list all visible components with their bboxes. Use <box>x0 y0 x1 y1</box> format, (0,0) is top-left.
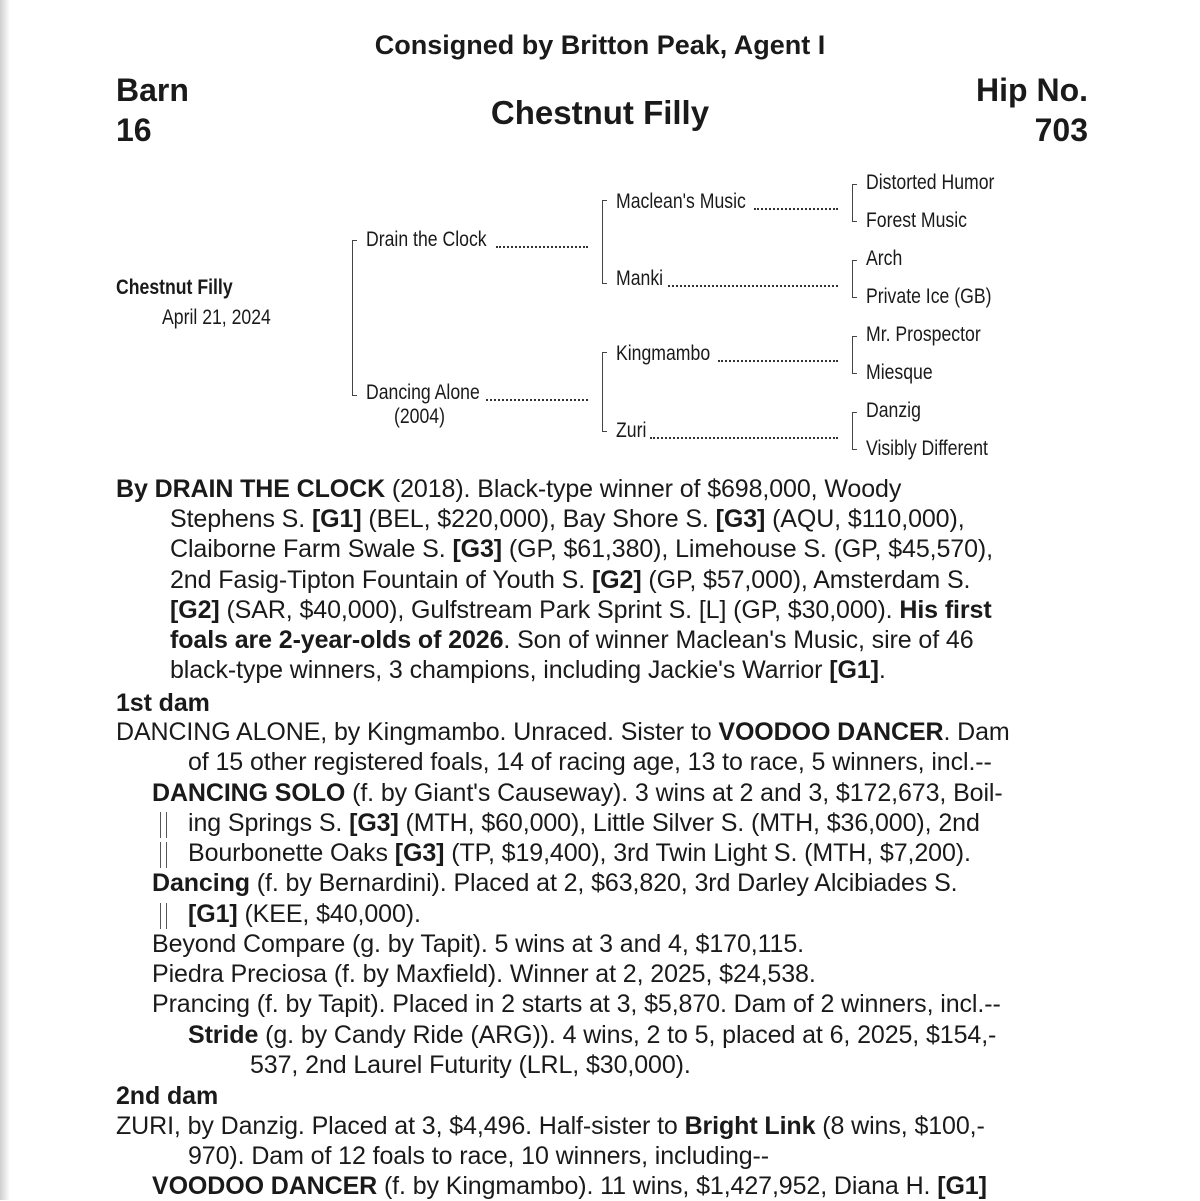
foal-date: April 21, 2024 <box>162 306 271 329</box>
ggp-bracket-3-bottom <box>852 373 857 374</box>
sire-line-4 <box>170 565 970 595</box>
second-dam-line-3 <box>152 1171 987 1201</box>
by-label: By <box>116 475 155 503</box>
text-run: (GP, $61,380), Limehouse S. (GP, $45,570), <box>502 535 993 563</box>
dam-leader <box>486 399 588 401</box>
grade-badge: [G3] <box>715 505 766 533</box>
second-dam-line-1 <box>116 1111 985 1141</box>
first-dam-line-3 <box>152 778 1003 808</box>
ggp-5: Mr. Prospector <box>866 323 981 346</box>
second-dam-line-2: 970). Dam of 12 foals to race, 10 winners, including-- <box>188 1142 770 1170</box>
margin-bar <box>160 842 161 868</box>
first-dam-line-12: 537, 2nd Laurel Futurity (LRL, $30,000). <box>250 1051 691 1079</box>
sire-line-2 <box>170 504 965 534</box>
sire-line-5 <box>170 595 992 625</box>
text-run: (f. by Kingmambo). 11 wins, $1,427,952, Diana H. <box>377 1172 938 1200</box>
dam-sire-leader <box>718 360 838 362</box>
ggp-3: Arch <box>866 247 903 270</box>
grade-badge: [G2] <box>170 596 220 624</box>
text-run: (g. by Candy Ride (ARG)). 4 wins, 2 to 5, placed at 6, 2025, $154,- <box>258 1021 997 1049</box>
bold-run: DANCING SOLO <box>152 779 346 807</box>
dam-parents-bracket-top <box>602 352 607 353</box>
first-dam-line-2: of 15 other registered foals, 14 of racing age, 13 to race, 5 winners, incl.-- <box>188 748 992 776</box>
ggp-8: Visibly Different <box>866 437 988 460</box>
sire-parents-bracket-bottom <box>602 283 607 284</box>
dam-dam-leader <box>650 437 838 439</box>
bold-run: VOODOO DANCER <box>152 1172 378 1200</box>
bold-run: Dancing <box>152 869 250 897</box>
dam-dam: Zuri <box>616 419 647 442</box>
text-run: (KEE, $40,000). <box>237 900 421 928</box>
bold-run: VOODOO DANCER <box>718 718 944 746</box>
dam-name: Dancing Alone <box>366 381 480 404</box>
bold-run: His first <box>899 596 992 624</box>
sire-line-1 <box>116 474 901 504</box>
margin-bar <box>160 812 161 838</box>
grade-badge: [G1] <box>311 505 362 533</box>
text-run: (TP, $19,400), 3rd Twin Light S. (MTH, $7,200). <box>444 839 971 867</box>
sire-name: Drain the Clock <box>366 228 487 251</box>
hip-label: Hip No. <box>976 72 1088 108</box>
text-run: . Dam <box>943 718 1010 746</box>
barn-number: 16 <box>116 112 152 148</box>
first-dam-line-5 <box>188 838 971 868</box>
text-run: (MTH, $60,000), Little Silver S. (MTH, $36,000), 2nd <box>398 809 980 837</box>
sire-sire-leader <box>754 208 838 210</box>
grade-badge: [G3] <box>452 535 503 563</box>
dam-parents-bracket <box>602 352 603 432</box>
ggp-4: Private Ice (GB) <box>866 285 992 308</box>
dam-year: (2004) <box>394 405 445 428</box>
sire-name-caps: DRAIN THE CLOCK <box>154 475 386 503</box>
first-dam-line-4 <box>188 808 980 838</box>
first-dam-line-9: Piedra Preciosa (f. by Maxfield). Winner at 2, 2025, $24,538. <box>152 960 816 988</box>
sire-line-6 <box>170 625 974 655</box>
grade-badge: [G1] <box>937 1172 987 1200</box>
page-edge-shadow <box>0 0 10 1200</box>
first-dam-line-6 <box>152 868 958 898</box>
margin-bar <box>160 903 161 929</box>
ggp-bracket-1 <box>852 184 853 222</box>
first-dam-heading: 1st dam <box>116 689 210 717</box>
ggp-bracket-4 <box>852 412 853 450</box>
first-dam-line-10: Prancing (f. by Tapit). Placed in 2 starts at 3, $5,870. Dam of 2 winners, incl.-- <box>152 990 1001 1018</box>
first-dam-line-7 <box>188 899 421 929</box>
ggp-bracket-3-top <box>852 336 857 337</box>
sire-sire: Maclean's Music <box>616 190 746 213</box>
text-run: (SAR, $40,000), Gulfstream Park Sprint S. [L] (GP, $30,000). <box>219 596 900 624</box>
margin-bar <box>166 812 167 838</box>
grade-badge: [G1] <box>829 656 879 684</box>
grade-badge: [G3] <box>394 839 445 867</box>
grade-badge: [G2] <box>591 566 642 594</box>
sire-line-7 <box>170 655 886 685</box>
text-run: black-type winners, 3 champions, including Jackie's Warrior <box>170 656 830 684</box>
text-run: DANCING ALONE, by Kingmambo. Unraced. Sister to <box>116 718 719 746</box>
dam-parents-bracket-bottom <box>602 431 607 432</box>
text-run: . <box>878 656 886 684</box>
sire-leader <box>496 246 588 248</box>
grade-badge: [G1] <box>188 900 238 928</box>
foal-bracket-top <box>352 240 357 241</box>
bold-run: foals are 2-year-olds of 2026 <box>170 626 504 654</box>
ggp-2: Forest Music <box>866 209 967 232</box>
text-run: (f. by Bernardini). Placed at 2, $63,820, 3rd Darley Alcibiades S. <box>249 869 958 897</box>
text-run: (2018). Black-type winner of $698,000, Woody <box>385 475 902 503</box>
text-run: (8 wins, $100,- <box>815 1112 985 1140</box>
ggp-7: Danzig <box>866 399 921 422</box>
text-run: (BEL, $220,000), Bay Shore S. <box>361 505 716 533</box>
grade-badge: [G3] <box>349 809 399 837</box>
ggp-bracket-2 <box>852 260 853 298</box>
text-run: Bourbonette Oaks <box>188 839 395 867</box>
sire-dam-leader <box>668 285 838 287</box>
foal-bracket <box>352 240 353 396</box>
margin-bar <box>166 903 167 929</box>
sire-dam: Manki <box>616 267 664 290</box>
ggp-bracket-3 <box>852 336 853 374</box>
text-run: . Son of winner Maclean's Music, sire of 46 <box>503 626 974 654</box>
bold-run: Stride <box>188 1021 259 1049</box>
text-run: (GP, $57,000), Amsterdam S. <box>641 566 971 594</box>
consignor-line: Consigned by Britton Peak, Agent I <box>374 30 826 60</box>
ggp-bracket-1-top <box>852 184 857 185</box>
margin-bar <box>166 842 167 868</box>
sire-line-3 <box>170 534 993 564</box>
text-run: Claiborne Farm Swale S. <box>170 535 453 563</box>
first-dam-line-11 <box>188 1020 996 1050</box>
first-dam-line-1 <box>116 717 1010 747</box>
ggp-bracket-4-bottom <box>852 449 857 450</box>
text-run: 2nd Fasig-Tipton Fountain of Youth S. <box>170 566 592 594</box>
ggp-6: Miesque <box>866 361 933 384</box>
text-run: Stephens S. <box>170 505 312 533</box>
second-dam-heading: 2nd dam <box>116 1082 219 1110</box>
first-dam-line-8: Beyond Compare (g. by Tapit). 5 wins at 3 and 4, $170,115. <box>152 930 805 958</box>
ggp-bracket-2-bottom <box>852 297 857 298</box>
text-run: ing Springs S. <box>188 809 350 837</box>
bold-run: Bright Link <box>684 1112 816 1140</box>
ggp-bracket-4-top <box>852 412 857 413</box>
ggp-1: Distorted Humor <box>866 171 995 194</box>
ggp-bracket-2-top <box>852 260 857 261</box>
foal-name: Chestnut Filly <box>116 276 233 299</box>
sire-parents-bracket-top <box>602 200 607 201</box>
sire-parents-bracket <box>602 200 603 284</box>
dam-sire: Kingmambo <box>616 342 711 365</box>
barn-label: Barn <box>116 72 189 108</box>
foal-bracket-bottom <box>352 395 357 396</box>
hip-number: 703 <box>1034 112 1088 148</box>
text-run: ZURI, by Danzig. Placed at 3, $4,496. Half-sister to <box>116 1112 685 1140</box>
text-run: (AQU, $110,000), <box>765 505 965 533</box>
ggp-bracket-1-bottom <box>852 221 857 222</box>
text-run: (f. by Giant's Causeway). 3 wins at 2 and 3, $172,673, Boil- <box>345 779 1003 807</box>
page-title: Chestnut Filly <box>490 94 710 131</box>
